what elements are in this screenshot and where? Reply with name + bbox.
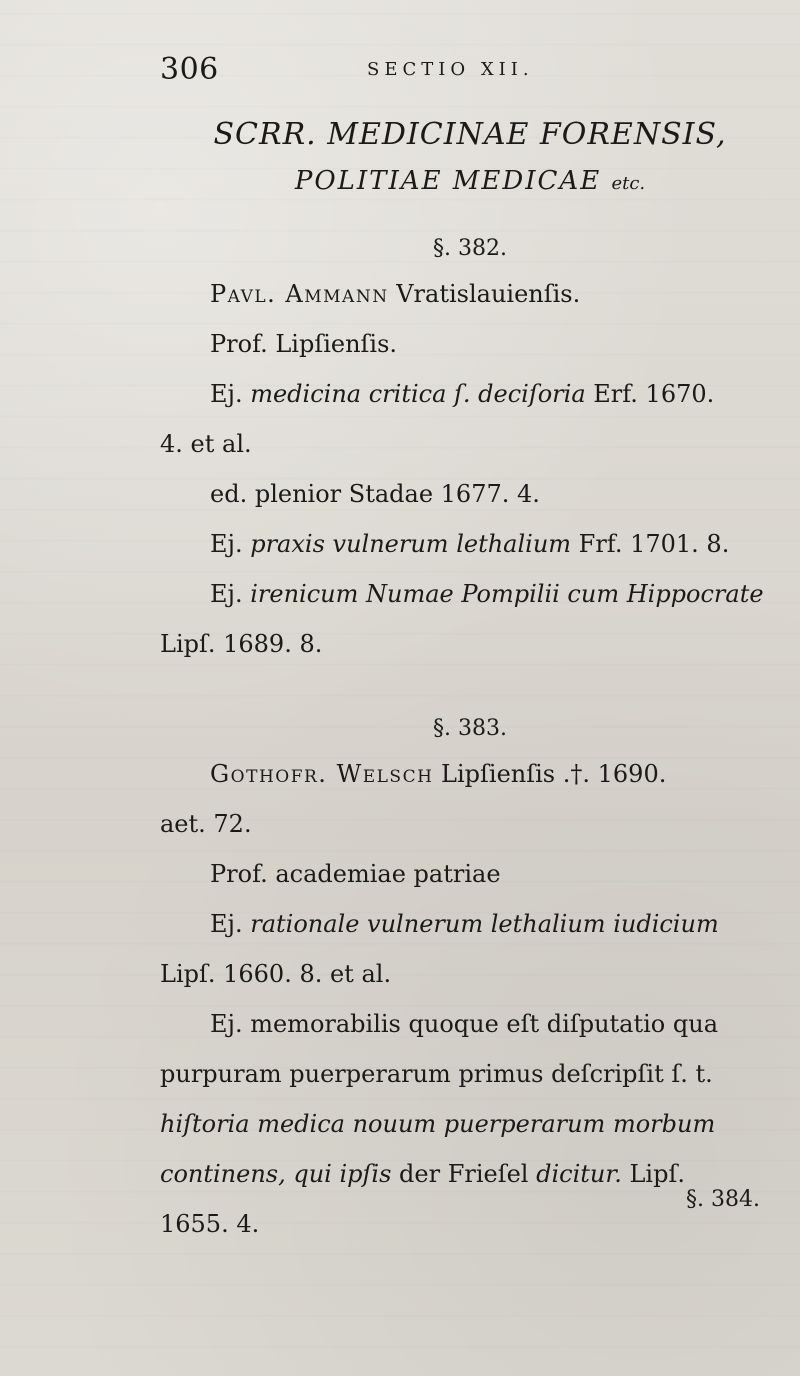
text-line: 1655. 4. bbox=[160, 1210, 260, 1238]
work-line bbox=[160, 519, 780, 569]
title-line-2: POLITIAE MEDICAE bbox=[294, 166, 602, 196]
author-origin: Lipſienſis .†. 1690. bbox=[433, 760, 667, 788]
author-name: Gothofr. Welsch bbox=[210, 760, 434, 788]
work-prefix: Ej. bbox=[210, 380, 251, 408]
work-title: irenicum Numae Pompilii cum Hippocrate bbox=[250, 580, 764, 608]
text-line: Lipſ. 1689. 8. bbox=[160, 630, 323, 658]
work-imprint: Erf. 1670. bbox=[585, 380, 715, 408]
section-title bbox=[160, 112, 780, 158]
work-line bbox=[160, 899, 780, 949]
section-gap bbox=[160, 669, 780, 709]
work-line bbox=[160, 369, 780, 419]
text-line: hiſtoria medica nouum puerperarum morbum bbox=[160, 1110, 716, 1138]
title-line-1: SCRR. MEDICINAE FORENSIS, bbox=[213, 117, 727, 152]
text-line: Lipſ. 1660. 8. et al. bbox=[160, 960, 392, 988]
text-line: 4. et al. bbox=[160, 430, 252, 458]
work-line bbox=[160, 569, 780, 619]
work-prefix: Ej. bbox=[210, 580, 251, 608]
running-head: SECTIO XII. bbox=[367, 59, 534, 80]
page-number: 306 bbox=[160, 52, 219, 87]
text-fragment: Lipſ. bbox=[621, 1160, 685, 1188]
section-title-line-2 bbox=[160, 158, 780, 207]
title-etc: etc. bbox=[611, 173, 646, 194]
text-line: Ej. memorabilis quoque eſt diſputatio qua bbox=[210, 1010, 719, 1038]
author-line bbox=[160, 749, 780, 799]
text-fragment: der Frieſel bbox=[391, 1160, 537, 1188]
text-line: Prof. academiae patriae bbox=[210, 860, 501, 888]
page-header bbox=[160, 52, 780, 96]
text-line: purpuram puerperarum primus deſcripſit ſ. t. bbox=[160, 1060, 713, 1088]
text-line: Prof. Lipſienſis. bbox=[210, 330, 398, 358]
work-title: continens, qui ipſis bbox=[160, 1160, 392, 1188]
work-title: medicina critica ſ. deciſoria bbox=[250, 380, 586, 408]
work-title: dicitur. bbox=[536, 1160, 622, 1188]
paragraph-mark-382: §. 382. bbox=[433, 236, 507, 261]
author-name: Pavl. Ammann bbox=[210, 280, 389, 308]
work-title: rationale vulnerum lethalium iudicium bbox=[250, 910, 719, 938]
text-line: aet. 72. bbox=[160, 810, 252, 838]
author-origin: Vratislauienſis. bbox=[388, 280, 581, 308]
work-title: praxis vulnerum lethalium bbox=[250, 530, 572, 558]
author-line bbox=[160, 269, 780, 319]
work-prefix: Ej. bbox=[210, 530, 251, 558]
work-imprint: Frf. 1701. 8. bbox=[571, 530, 730, 558]
text-line: ed. plenior Stadae 1677. 4. bbox=[210, 480, 540, 508]
work-prefix: Ej. bbox=[210, 910, 251, 938]
page-content bbox=[160, 52, 780, 1249]
catchword: §. 384. bbox=[686, 1187, 760, 1212]
paragraph-mark-383: §. 383. bbox=[433, 716, 507, 741]
